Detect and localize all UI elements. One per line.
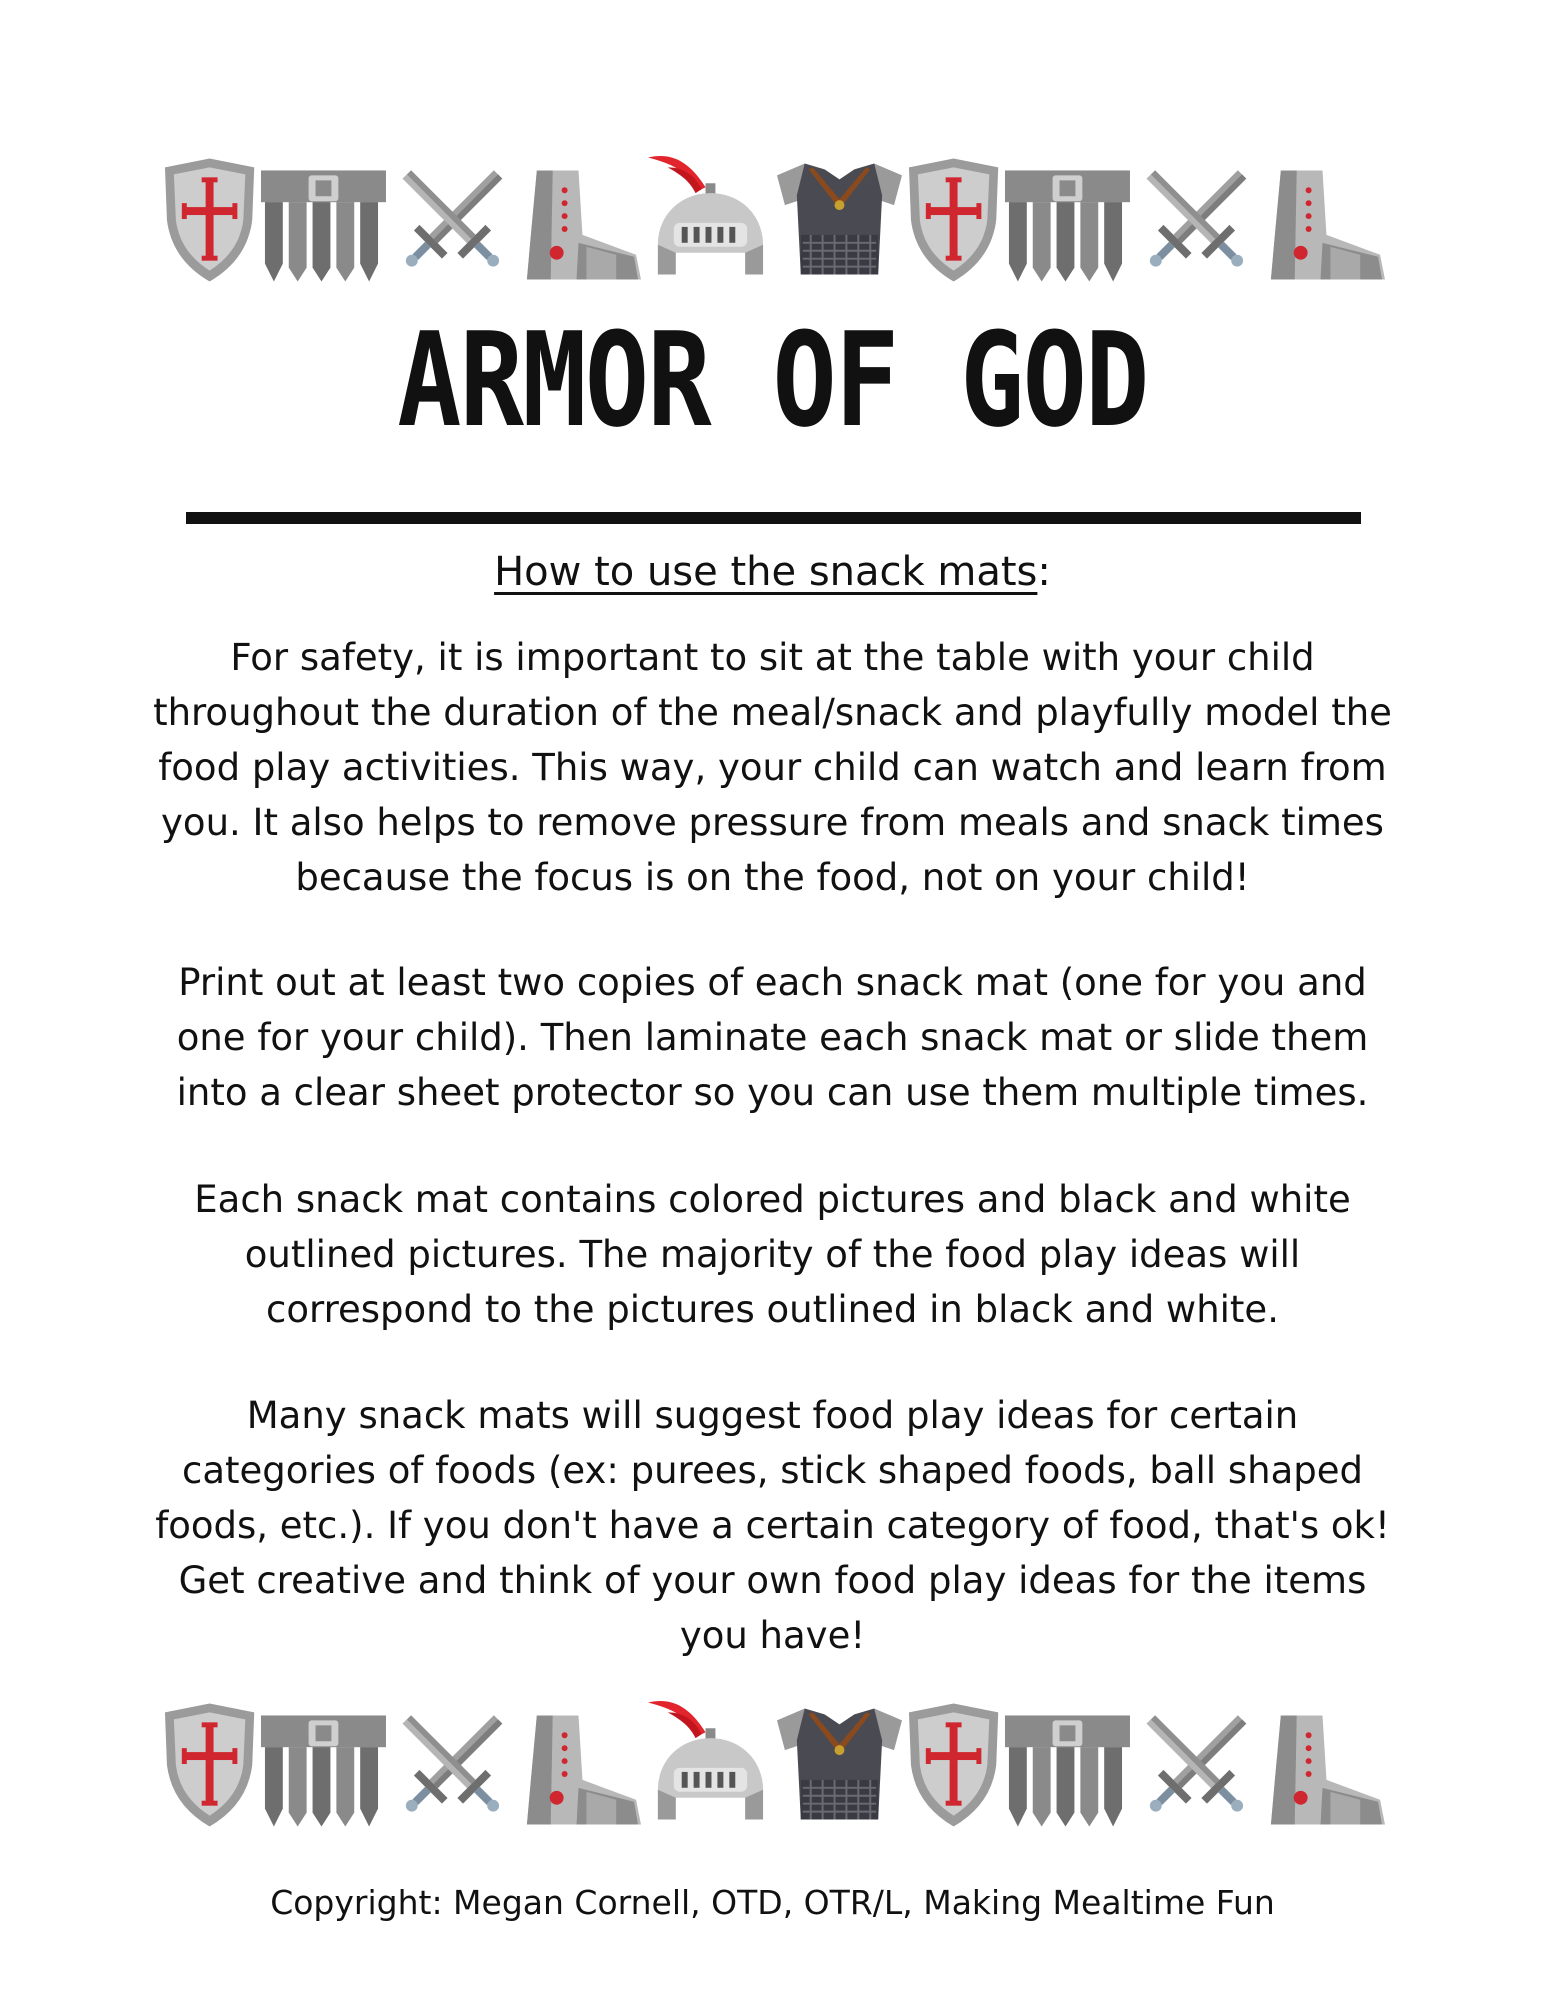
copyright-notice: Copyright: Megan Cornell, OTD, OTR/L, Making Mealtime Fun bbox=[270, 1883, 1275, 1922]
shield-icon bbox=[160, 155, 259, 285]
section-heading-text: How to use the snack mats bbox=[494, 549, 1038, 595]
paragraph-print: Print out at least two copies of each snack mat (one for you and one for your child). Then laminate each snack mat or slide them into a clear sheet protector so you can use them multiple times. bbox=[176, 961, 1369, 1114]
armor-border-top bbox=[160, 150, 1390, 285]
breastplate-icon bbox=[775, 155, 904, 285]
helmet-icon bbox=[646, 145, 775, 285]
shield-icon bbox=[904, 155, 1003, 285]
belt-icon bbox=[259, 1710, 388, 1830]
section-heading-colon: : bbox=[1037, 549, 1051, 595]
crossed-swords-icon bbox=[388, 155, 517, 285]
belt-icon bbox=[1003, 1710, 1132, 1830]
crossed-swords-icon bbox=[1132, 155, 1261, 285]
crossed-swords-icon bbox=[388, 1700, 517, 1830]
paragraph-categories: Many snack mats will suggest food play ideas for certain categories of foods (ex: purees, stick shaped foods, ball shaped foods, etc.). If you don't have a certain category of food, that's ok! Get creative and think of your own food play ideas for the items you have! bbox=[155, 1394, 1390, 1657]
boot-icon bbox=[517, 165, 646, 285]
section-heading bbox=[0, 545, 1545, 599]
boot-icon bbox=[517, 1710, 646, 1830]
title-divider bbox=[186, 512, 1361, 524]
boot-icon bbox=[1261, 165, 1390, 285]
boot-icon bbox=[1261, 1710, 1390, 1830]
shield-icon bbox=[160, 1700, 259, 1830]
armor-border-bottom bbox=[160, 1695, 1390, 1830]
helmet-icon bbox=[646, 1690, 775, 1830]
belt-icon bbox=[1003, 165, 1132, 285]
paragraph-safety: For safety, it is important to sit at the table with your child throughout the duration of the meal/snack and playfully model the food play activities. This way, your child can watch and learn from you. It also helps to remove pressure from meals and snack times because the focus is on the food, not on your child! bbox=[153, 636, 1392, 899]
breastplate-icon bbox=[775, 1700, 904, 1830]
belt-icon bbox=[259, 165, 388, 285]
paragraph-pictures: Each snack mat contains colored pictures and black and white outlined pictures. The majority of the food play ideas will correspond to the pictures outlined in black and white. bbox=[194, 1178, 1351, 1331]
page-title: ARMOR OF GOD bbox=[397, 304, 1148, 456]
crossed-swords-icon bbox=[1132, 1700, 1261, 1830]
shield-icon bbox=[904, 1700, 1003, 1830]
